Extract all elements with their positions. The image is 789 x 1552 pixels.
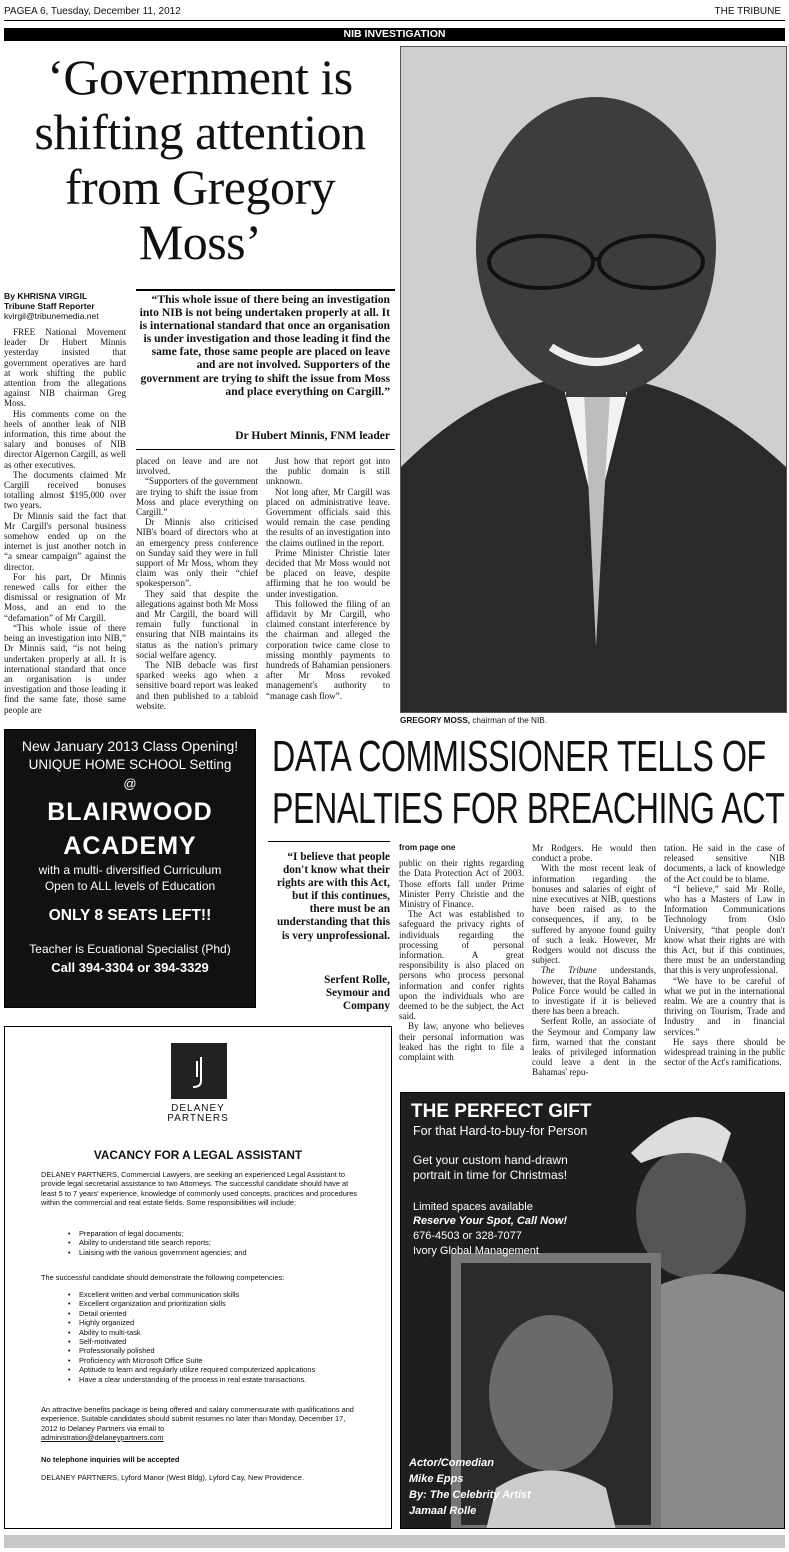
paper-name: The Tribune <box>541 965 597 976</box>
application-email[interactable]: administration@delaneypartners.com <box>41 1433 164 1442</box>
ad-seats-left: ONLY 8 SEATS LEFT!! <box>48 907 212 924</box>
responsibilities-list <box>21 1229 409 1257</box>
credit-line-3: By: The Celebrity Artist <box>409 1489 531 1501</box>
paragraph: “This whole issue of there being an investigation into NIB,” Dr Minnis said, “is not being undertaken properly at all. It is international standard that once an organisation is under investigation and those leading it find the same fate, those same people are <box>4 622 126 715</box>
list-item: • Excellent written and verbal communication skills <box>79 1290 409 1299</box>
byline-title: Tribune Staff Reporter <box>4 301 95 311</box>
photo-caption <box>400 716 547 725</box>
story1-byline <box>4 291 134 321</box>
blairwood-academy-ad <box>4 729 256 1008</box>
story2-quote-rule <box>268 841 390 842</box>
portrait-illustration <box>401 47 786 712</box>
ad-home-school: UNIQUE HOME SCHOOL Setting <box>28 757 232 772</box>
headline-line-1: DATA COMMISSIONER TELLS OF <box>272 732 766 781</box>
paragraph: FREE National Movement leader Dr Hubert Minnis yesterday insisted that government operatives are hard at work shifting the public attention from the allegations against NIB chairman Greg Moss. <box>4 327 126 409</box>
gift-pitch-2: portrait in time for Christmas! <box>413 1168 568 1182</box>
list-item: • Ability to understand title search reports; <box>79 1238 409 1247</box>
paragraph: He says there should be widespread training in the public sector of the Act's ramifications. <box>664 1036 785 1068</box>
story2-column-1 <box>399 843 524 1062</box>
ad-curriculum: with a multi- diversified Curriculum <box>38 863 222 877</box>
list-item: • Aptitude to learn and regularly utilize required computerized applications <box>79 1365 409 1374</box>
paragraph: Mr Rodgers. He would then conduct a probe. <box>532 843 656 864</box>
paragraph: This followed the filing of an affidavit by Mr Cargill, who claimed constant interference by the chairman and alleged the corporation twice came close to missing monthly payments to hundreds of Bahamian pensioners after Mr Moss revoked management's authority to “manage cash flow”. <box>266 598 390 701</box>
gift-limited: Limited spaces available <box>413 1201 533 1213</box>
paragraph: The NIB debacle was first sparked weeks ago when a sensitive board report was leaked and then published to a tabloid website. <box>136 660 258 711</box>
paragraph-text: understands, however, that the Royal Bahamas Police Force would be called in to investigate if it is believed there has been a breach. <box>532 965 656 1017</box>
list-item: • Detail oriented <box>79 1309 409 1318</box>
ad-at: @ <box>123 776 137 791</box>
competencies-intro: The successful candidate should demonstrate the following competencies: <box>41 1273 285 1282</box>
list-item: • Preparation of legal documents; <box>79 1229 409 1238</box>
headline-line-2: PENALTIES FOR BREACHING ACT <box>272 784 785 833</box>
pullquote-attribution: Dr Hubert Minnis, FNM leader <box>235 430 390 442</box>
paragraph: With the most recent leak of information regarding the bonuses and salaries of eight of nine executives at NIB, questions have been raised as to the consequences, if any, to be suffered by anyone found guilty of such a leak. However, Mr Rodgers would not discuss the subject. <box>532 863 656 966</box>
list-item: • Professionally polished <box>79 1346 409 1355</box>
section-label: NIB INVESTIGATION <box>343 28 446 40</box>
paragraph: “Supporters of the government are trying to shift the issue from Moss and place everything on Cargill.” <box>136 476 258 518</box>
academy-name-1: BLAIRWOOD <box>47 798 213 826</box>
story2-pullquote: “I believe that people don't know what their rights are with this Act, but if this continues, there must be an understanding that this is very unprofessional. <box>276 851 390 942</box>
paragraph: Prime Minister Christie later decided that Mr Moss would not be placed on leave, despite affirming that he too would be under investigation. <box>266 547 390 599</box>
gift-company: Ivory Global Management <box>413 1245 539 1257</box>
gift-reserve: Reserve Your Spot, Call Now! <box>413 1215 568 1227</box>
paragraph: Not long after, Mr Cargill was placed on administrative leave. Government officials said this would remain the case pending the results of an investigation into the claims outlined in the report. <box>266 486 390 548</box>
credit-line-4: Jamaal Rolle <box>409 1505 477 1517</box>
paragraph: tation. He said in the case of released sensitive NIB documents, a lack of knowledge of the Act could be to blame. <box>664 843 785 884</box>
credit-line-1: Actor/Comedian <box>409 1457 494 1469</box>
academy-name-2: ACADEMY <box>63 832 197 860</box>
story2-column-3 <box>664 843 785 1067</box>
ad-levels: Open to ALL levels of Education <box>44 879 216 893</box>
paragraph: “We have to be careful of what we put in the international realm. We are a country that is thriving on Tourism, Trade and Industry and in financial services.” <box>664 975 785 1037</box>
story1-headline: ‘Government is shifting attention from Gregory Moss’ <box>34 49 366 270</box>
logo-line-2: PARTNERS <box>167 1113 229 1124</box>
story2-column-2 <box>532 843 656 1078</box>
story2-headline <box>272 732 785 833</box>
paragraph: The documents claimed Mr Cargill received bonuses totalling almost $195,000 over two years. <box>4 469 126 511</box>
delaney-partners-ad <box>4 1026 392 1529</box>
pullquote-bottom-rule <box>136 449 395 450</box>
delaney-logo-mark <box>171 1043 227 1099</box>
paragraph: They said that despite the allegations against both Mr Moss and Mr Cargill, the board will remain fully functional in ensuring that NIB maintains its status as the nation's primary social welfare agency. <box>136 588 258 660</box>
list-item: • Ability to multi-task <box>79 1328 409 1337</box>
ad-teacher: Teacher is Ecuational Specialist (Phd) <box>29 942 231 956</box>
story1-column-2 <box>136 456 258 711</box>
byline-email: kvirgil@tribunemedia.net <box>4 311 99 321</box>
story2-quote-attribution: Serfent Rolle, Seymour and Company <box>324 974 390 1013</box>
perfect-gift-ad <box>400 1092 785 1529</box>
paragraph <box>532 965 656 1016</box>
paragraph: Just how that report got into the public domain is still unknown. <box>266 456 390 487</box>
header-rule <box>4 20 785 21</box>
ad-address: DELANEY PARTNERS, Lyford Manor (West Bldg), Lyford Cay, New Providence. <box>41 1473 304 1482</box>
no-telephone-note: No telephone inquiries will be accepted <box>41 1455 180 1464</box>
list-item: • Highly organized <box>79 1318 409 1327</box>
paragraph: Dr Minnis said the fact that Mr Cargill's personal business somehow ended up on the internet is just another notch in “a smear campaign” against the director. <box>4 510 126 572</box>
paragraph: “I believe,” said Mr Rolle, who has a Masters of Law in Information Communications Technology from Oslo University, “that people don't know what their rights are with this Act, but if this continues, there must be an understanding that this is very unprofessional. <box>664 883 785 976</box>
vacancy-title: VACANCY FOR A LEGAL ASSISTANT <box>93 1148 303 1162</box>
story1-column-3 <box>266 456 390 701</box>
gift-phones: 676-4503 or 328-7077 <box>413 1230 522 1242</box>
competencies-list <box>21 1290 409 1384</box>
paragraph: For his part, Dr Minnis renewed calls for either the dismissal or resignation of Mr Moss, and an end to the “defamation” of Mr Cargill. <box>4 571 126 623</box>
masthead-name: THE TRIBUNE <box>714 6 781 17</box>
story1-column-1 <box>4 327 126 715</box>
credit-line-2: Mike Epps <box>409 1473 464 1485</box>
from-page-one: from page one <box>399 843 456 852</box>
paragraph: By law, anyone who believes their personal information was leaked has the right to file a complaint with <box>399 1021 524 1063</box>
caption-name: GREGORY MOSS, <box>400 716 471 725</box>
paragraph: His comments come on the heels of another leak of NIB information, this time about the salary and bonuses of NIB director Algernon Cargill, as well as other executives. <box>4 408 126 470</box>
delaney-logo <box>171 1043 227 1099</box>
gift-subtitle: For that Hard-to-buy-for Person <box>413 1124 588 1138</box>
list-item: • Have a clear understanding of the process in real estate transactions. <box>79 1375 409 1384</box>
list-item: • Self-motivated <box>79 1337 409 1346</box>
gift-title: THE PERFECT GIFT <box>411 1101 592 1122</box>
paragraph: placed on leave and are not involved. <box>136 456 258 477</box>
pullquote-top-rule <box>136 289 395 291</box>
story1-pullquote: “This whole issue of there being an investigation into NIB is not being undertaken properly at all. It is international standard that once an organisation is under investigation and those leading it find the same fate, those same people are placed on leave and are not involved. Supporters of the government are trying to shift the issue from Moss and place everything on Cargill.” <box>139 293 390 398</box>
paragraph: public on their rights regarding the Data Protection Act of 2003. Those efforts fall under Prime Minister Perry Christie and the Ministry of Finance. <box>399 858 524 910</box>
gift-pitch-1: Get your custom hand-drawn <box>413 1153 568 1167</box>
logo-line-1: DELANEY <box>171 1103 225 1114</box>
list-item: • Liaising with the various government agencies; and <box>79 1248 409 1257</box>
paragraph: Serfent Rolle, an associate of the Seymour and Company law firm, warned that the constant leaks of privileged information could leave a dent in the Bahamas' repu- <box>532 1016 656 1078</box>
page-folio: PAGEA 6, Tuesday, December 11, 2012 <box>4 6 181 17</box>
paragraph: Dr Minnis also criticised NIB's board of directors who at an emergency press conference on Sunday said they were in full support of Mr Moss, whom they claim was only their “chief spokesperson”. <box>136 517 258 589</box>
ad-class-opening: New January 2013 Class Opening! <box>21 738 239 754</box>
ad-phone: Call 394-3304 or 394-3329 <box>51 960 209 975</box>
section-bar <box>4 28 785 41</box>
list-item: • Proficiency with Microsoft Office Suite <box>79 1356 409 1365</box>
caption-text: chairman of the NIB. <box>470 716 547 725</box>
page-footer-band <box>4 1535 785 1548</box>
byline-name: By KHRISNA VIRGIL <box>4 291 88 301</box>
vacancy-intro: DELANEY PARTNERS, Commercial Lawyers, are seeking an experienced Legal Assistant to provide legal secretarial assistance to two Attorneys. The successful candidate should have at least 5 to 7 years' experience, knowledge of commonly used concepts, practices and procedures within the commercial and real estate fields. Some responsibilities will include: <box>41 1170 358 1208</box>
list-item: • Excellent organization and prioritization skills <box>79 1299 409 1308</box>
gregory-moss-photo <box>400 46 787 713</box>
benefits-text: An attractive benefits package is being offered and salary commensurate with qualifications and experience. Suitable candidates should submit resumes no later than Monday, December 17, 2012 to Delaney Partners via email to <box>41 1405 354 1433</box>
paragraph: The Act was established to safeguard the privacy rights of individuals regarding the processing of personal information. A great responsibility is also placed on persons who process personal information and confer rights upon the individuals who are deemed to be the subject, the Act said. <box>399 909 524 1022</box>
